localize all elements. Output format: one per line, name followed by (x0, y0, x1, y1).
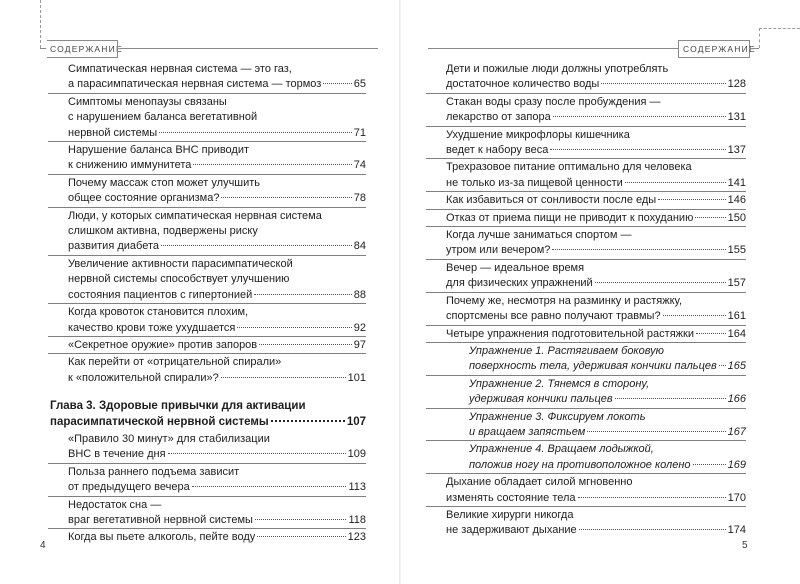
toc-entry-lead: слишком активна, подвержены риску (68, 225, 258, 238)
toc-entry[interactable] (48, 174, 366, 207)
toc-page-number: 137 (727, 144, 746, 157)
book-gutter (399, 0, 401, 584)
toc-entry[interactable] (48, 62, 366, 93)
toc-entry-title: и вращаем запястьем (469, 425, 586, 438)
toc-entry-title: не только из-за пищевой ценности (446, 176, 623, 189)
toc-entry-title: ведет к набору веса (446, 144, 549, 157)
toc-entry-title: ВНС в течение дня (68, 448, 166, 461)
toc-entry-lead: Упражнение 1. Растягиваем боковую (469, 344, 664, 357)
toc-entry-title: к снижению иммунитета (68, 159, 192, 172)
leader-dots (257, 536, 345, 537)
toc-entry-lead: Нарушение баланса ВНС приводит (68, 144, 250, 157)
toc-page-number: 131 (727, 111, 746, 124)
toc-entry[interactable] (48, 141, 366, 174)
leader-dots (625, 182, 726, 183)
toc-entry-title: утром или вечером? (446, 244, 551, 257)
toc-entry[interactable] (48, 303, 366, 336)
toc-page-number: 92 (353, 321, 366, 334)
toc-entry-lead: с нарушением баланса вегетативной (68, 111, 258, 124)
toc-entry-lead: Великие хирурги никогда (446, 508, 574, 521)
left-header-bracket (40, 48, 46, 49)
leader-dots (663, 315, 726, 316)
toc-entry[interactable] (48, 432, 366, 463)
toc-entry-title: Когда вы пьете алкоголь, пейте воду (68, 531, 256, 544)
toc-page-number: 88 (353, 288, 366, 301)
toc-entry[interactable] (48, 207, 366, 255)
leader-dots (579, 529, 726, 530)
toc-entry[interactable] (426, 259, 746, 292)
left-header-box (47, 40, 118, 58)
toc-entry-lead: Симптомы менопаузы связаны (68, 95, 227, 108)
toc-entry-lead: Стакан воды сразу после пробуждения — (446, 95, 661, 108)
toc-page-number: 165 (727, 360, 746, 373)
toc-page-number: 118 (348, 513, 366, 526)
toc-subentry[interactable] (426, 375, 746, 408)
right-corner-dashed-vertical (759, 28, 760, 48)
leader-dots (595, 282, 726, 283)
toc-page-number: 113 (348, 481, 366, 494)
toc-entry-lead: Как перейти от «отрицательной спирали» (68, 356, 282, 369)
left-corner-dashed-vertical (40, 0, 41, 48)
leader-dots (615, 398, 726, 399)
toc-page-number: 170 (727, 491, 746, 504)
toc-entry-lead: Вечер — идеальное время (446, 261, 585, 274)
toc-entry-lead: Недостаток сна — (68, 498, 162, 511)
toc-subentry[interactable] (426, 342, 746, 375)
leader-dots (550, 149, 725, 150)
toc-page-number: 78 (353, 192, 366, 205)
toc-entry-title: спортсмены все равно получают травмы? (446, 310, 661, 323)
right-header-rule (428, 48, 678, 49)
toc-entry-lead: Ухудшение микрофлоры кишечника (446, 128, 630, 141)
right-toc (426, 62, 746, 539)
toc-entry-lead: Дыхание обладает силой мгновенно (446, 476, 633, 489)
toc-entry-title: лекарство от запора (446, 111, 551, 124)
toc-subentry[interactable] (426, 408, 746, 441)
leader-dots (719, 365, 726, 366)
left-toc (48, 62, 366, 546)
leader-dots (221, 197, 351, 198)
toc-entry-title: Отказ от приема пищи не приводит к похуданию (446, 211, 694, 224)
chapter-title: парасимпатической нервной системы (50, 415, 269, 428)
toc-entry-title: «Секретное оружие» против запоров (68, 338, 258, 351)
toc-entry[interactable] (426, 473, 746, 506)
toc-entry-lead: Симпатическая нервная система — это газ, (68, 63, 292, 75)
leader-dots (255, 519, 347, 520)
leader-dots (587, 431, 725, 432)
chapter-title-lead: Глава 3. Здоровые привычки для активации (50, 400, 306, 413)
toc-entry[interactable] (426, 209, 746, 226)
right-running-header: СОДЕРЖАНИЕ (683, 44, 756, 54)
toc-entry[interactable] (48, 336, 366, 353)
toc-entry-lead: Упражнение 3. Фиксируем локоть (469, 410, 646, 423)
toc-entry[interactable] (48, 528, 366, 545)
toc-page-number: 141 (727, 176, 746, 189)
toc-entry-lead: Увеличение активности парасимпатической (68, 257, 293, 270)
toc-page-number: 169 (727, 458, 746, 471)
toc-entry-lead: Дети и пожилые люди должны употреблять (446, 63, 669, 75)
toc-entry[interactable] (426, 191, 746, 208)
leader-dots (237, 327, 351, 328)
toc-entry-title: удерживая кончики пальцев (469, 393, 613, 406)
toc-page-number: 146 (727, 194, 746, 207)
leader-dots (553, 116, 726, 117)
toc-entry-title: не задерживают дыхание (446, 524, 577, 537)
toc-entry-lead: «Правило 30 минут» для стабилизации (68, 432, 270, 445)
toc-entry-lead: Когда кровоток становится плохим, (68, 306, 249, 319)
toc-entry-title: общее состояние организма? (68, 192, 220, 205)
leader-dots (168, 453, 346, 454)
toc-entry-lead: Упражнение 2. Тянемся в сторону, (469, 377, 650, 390)
leader-dots (221, 377, 346, 378)
leader-dots (552, 249, 725, 250)
toc-page-number: 71 (353, 126, 366, 139)
toc-entry-lead: Трехразовое питание оптимально для человека (446, 161, 692, 174)
chapter-page-number: 107 (346, 415, 366, 428)
toc-entry-title: поверхность тела, удерживая кончики пальцев (469, 360, 717, 373)
leader-dots (271, 420, 345, 422)
toc-entry[interactable] (48, 255, 366, 303)
toc-page-number: 101 (347, 371, 366, 384)
left-header-rule (120, 48, 378, 49)
leader-dots (193, 164, 351, 165)
toc-page-number: 109 (347, 448, 366, 461)
leader-dots (695, 217, 725, 218)
toc-entry-title: качество крови тоже ухудшается (68, 321, 236, 334)
toc-entry-lead: Когда лучше заниматься спортом — (446, 229, 632, 242)
toc-entry[interactable] (426, 325, 746, 342)
toc-entry[interactable] (48, 93, 366, 141)
toc-entry-title: нервной системы (68, 126, 158, 139)
toc-entry[interactable] (426, 226, 746, 259)
leader-dots (601, 83, 725, 84)
toc-page-number: 123 (347, 531, 366, 544)
toc-entry[interactable] (48, 496, 366, 529)
toc-page-number: 157 (727, 277, 746, 290)
toc-page-number: 97 (353, 338, 366, 351)
toc-page-number: 164 (727, 327, 746, 340)
leader-dots (159, 132, 352, 133)
toc-entry-title: состояния пациентов с гипертонией (68, 288, 253, 301)
toc-entry-lead: Упражнение 4. Вращаем лодыжкой, (469, 443, 654, 456)
toc-entry-title: а парасимпатическая нервная система — тормоз (68, 78, 322, 91)
toc-entry[interactable] (426, 126, 746, 159)
leader-dots (161, 245, 352, 246)
toc-entry[interactable] (48, 463, 366, 496)
toc-chapter-heading[interactable] (48, 399, 366, 430)
left-running-header: СОДЕРЖАНИЕ (50, 44, 123, 54)
toc-entry-title: достаточное количество воды (446, 78, 600, 91)
left-page-number: 4 (40, 540, 46, 551)
leader-dots (658, 199, 725, 200)
toc-page-number: 150 (727, 211, 746, 224)
leader-dots (693, 464, 726, 465)
toc-entry-title: Как избавиться от сонливости после еды (446, 194, 657, 207)
right-header-bracket (749, 48, 759, 49)
toc-entry[interactable] (426, 292, 746, 325)
leader-dots (254, 294, 351, 295)
toc-page-number: 167 (727, 425, 746, 438)
toc-entry[interactable] (48, 353, 366, 386)
toc-entry-title: от предыдущего вечера (68, 481, 190, 494)
leader-dots (192, 486, 347, 487)
leader-dots (696, 333, 726, 334)
toc-entry-title: Четыре упражнения подготовительной растяжки (446, 327, 694, 340)
toc-page-number: 128 (727, 78, 746, 91)
leader-dots (578, 497, 726, 498)
right-corner-dashed-horizontal (759, 28, 800, 29)
toc-page-number: 174 (727, 524, 746, 537)
toc-page-number: 166 (727, 393, 746, 406)
leader-dots (323, 83, 351, 84)
toc-entry-lead: Люди, у которых симпатическая нервная система (68, 209, 322, 222)
toc-entry-title: для физических упражнений (446, 277, 593, 290)
toc-page-number: 155 (727, 244, 746, 257)
toc-page-number: 161 (727, 310, 746, 323)
toc-entry[interactable] (426, 62, 746, 93)
toc-entry[interactable] (426, 93, 746, 126)
toc-page-number: 74 (353, 159, 366, 172)
toc-subentry[interactable] (426, 440, 746, 473)
toc-page-number: 65 (353, 78, 366, 91)
toc-entry-title: к «положительной спирали»? (68, 371, 219, 384)
toc-entry-lead: Почему же, несмотря на разминку и растяжку, (446, 294, 682, 307)
toc-page-number: 84 (353, 240, 366, 253)
toc-entry-title: изменять состояние тела (446, 491, 576, 504)
toc-entry-title: положив ногу на противоположное колено (469, 458, 691, 471)
toc-entry-title: враг вегетативной нервной системы (68, 513, 253, 526)
toc-entry-lead: нервной системы способствует улучшению (68, 273, 290, 286)
leader-dots (259, 344, 352, 345)
toc-entry[interactable] (426, 158, 746, 191)
right-page-number: 5 (742, 540, 748, 551)
toc-entry-title: развития диабета (68, 240, 159, 253)
toc-entry-lead: Польза раннего подъема зависит (68, 465, 240, 478)
toc-entry-lead: Почему массаж стоп может улучшить (68, 176, 261, 189)
toc-entry[interactable] (426, 506, 746, 539)
